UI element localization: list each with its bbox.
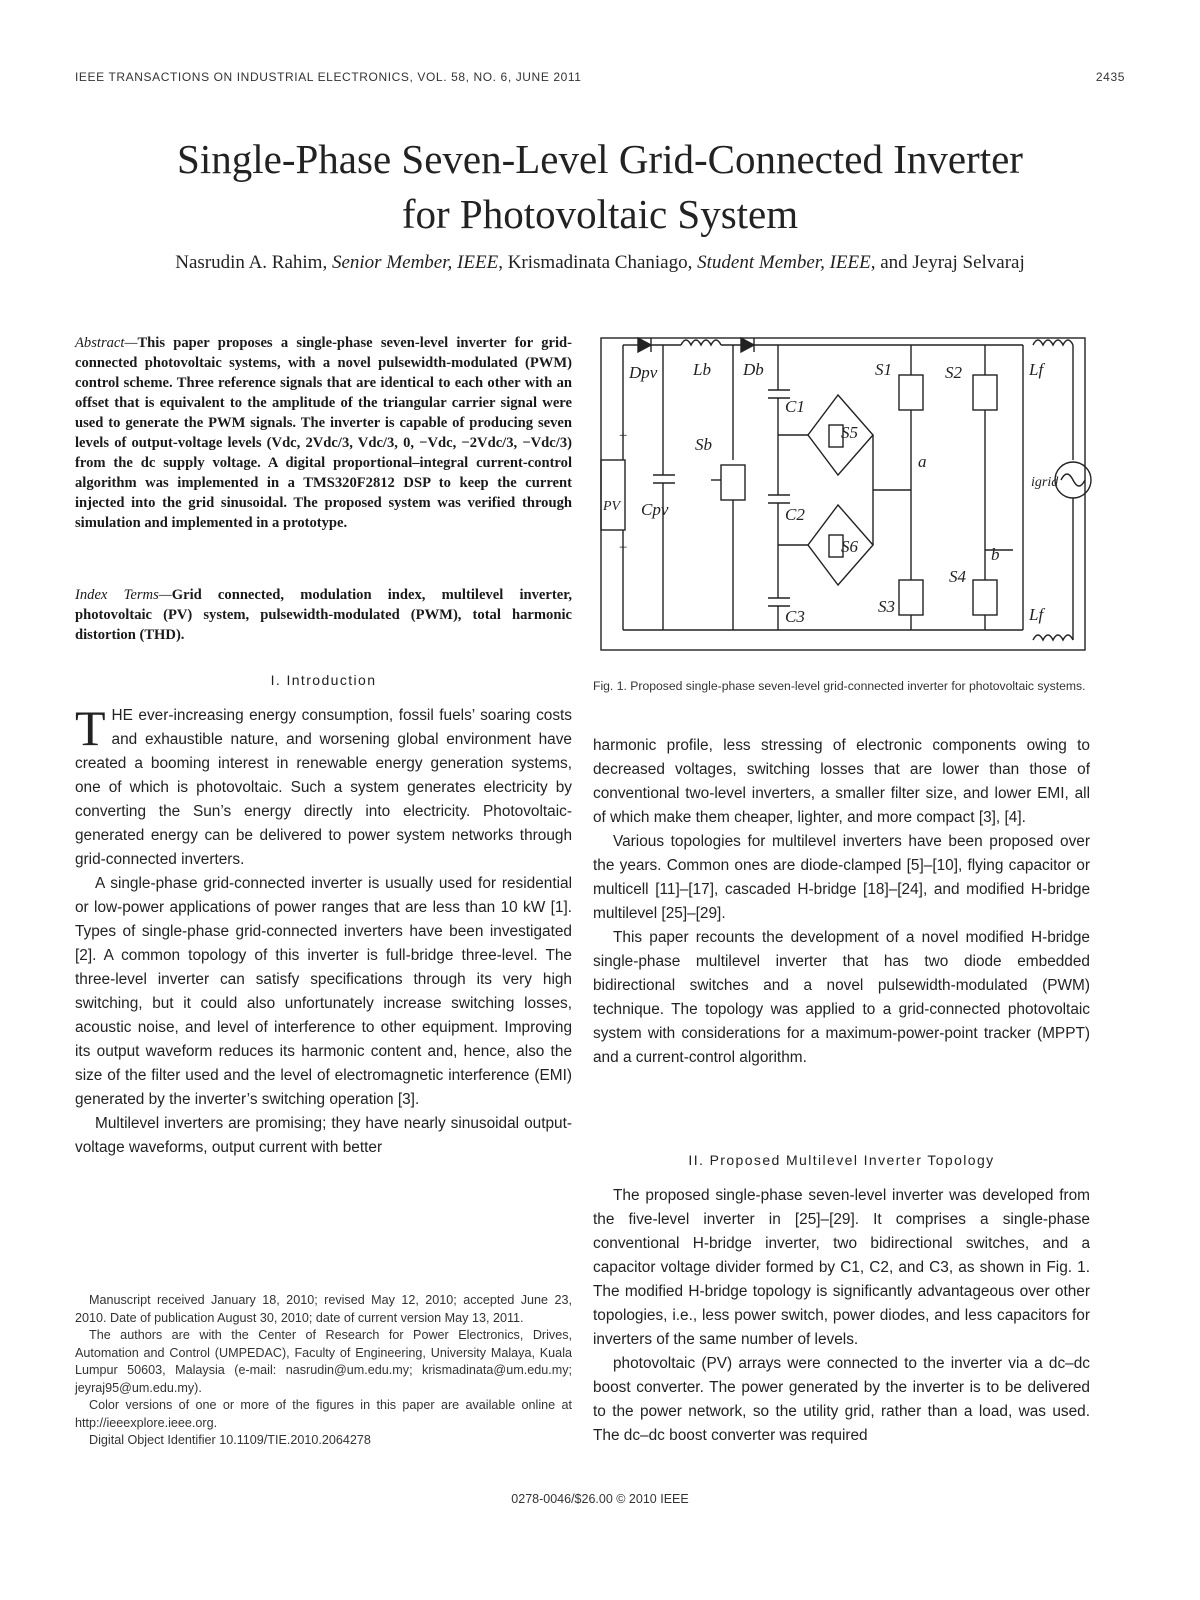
copyright-line: 0278-0046/$26.00 © 2010 IEEE [511,1492,689,1506]
section-2-paragraph-2: photovoltaic (PV) arrays were connected to the inverter via a dc–dc boost converter. The power generated by the inverter is to be delivered to the power network, so the utility grid, rather than a load, was used. The dc–dc boost converter was required [593,1355,1090,1444]
right-paragraph-1: harmonic profile, less stressing of electronic components owing to decreased voltages, switching losses that are lower than those of conventional two-level inverters, a smaller filter size, and lower EMI, all of which make them cheaper, lighter, and more compact [3], [4]. [593,737,1090,826]
index-terms-text: Grid connected, modulation index, multilevel inverter, photovoltaic (PV) system, pulsewidth-modulated (PWM), total harmonic distortion (THD). [75,587,572,643]
title-line-2: for Photovoltaic System [401,191,799,237]
label-plus: + [618,428,629,444]
label-cpv: Cpv [641,500,669,519]
index-terms [75,585,572,645]
footnotes [75,1292,572,1450]
abstract [75,333,572,533]
section-1-body [75,700,572,1160]
footnote-color: Color versions of one or more of the figures in this paper are available online at http://ieeexplore.ieee.org. [75,1398,572,1430]
right-paragraph-3: This paper recounts the development of a novel modified H-bridge single-phase multilevel inverter that has two diode embedded bidirectional switches and a novel pulsewidth-modulated (PWM) technique. The topology was applied to a grid-connected photovoltaic system with considerations for a maximum-power-point tracker (MPPT) and a current-control algorithm. [593,929,1090,1066]
right-column-body [593,734,1090,1070]
label-lf-top: Lf [1029,360,1044,379]
label-c1: C1 [785,397,805,416]
label-minus: − [618,540,629,556]
journal-name: IEEE TRANSACTIONS ON INDUSTRIAL ELECTRONICS, VOL. 58, NO. 6, JUNE 2011 [75,70,582,84]
author-list [40,252,1160,274]
label-s4: S4 [949,567,966,586]
label-node-a: a [918,452,927,471]
label-s1: S1 [875,360,892,379]
label-s5: S5 [841,423,858,442]
paper-title [40,132,1160,242]
label-c3: C3 [785,607,805,626]
label-s2: S2 [945,363,962,382]
author-1-role: Senior Member, IEEE [331,252,499,273]
label-node-b: b [991,545,1000,564]
footnote-manuscript: Manuscript received January 18, 2010; revised May 12, 2010; accepted June 23, 2010. Date of publication August 30, 2010; date of current version May 13, 2011. [75,1293,572,1325]
author-3: , and Jeyraj Selvaraj [870,252,1025,273]
label-igrid: igrid [1031,475,1059,490]
section-2-heading: II. Proposed Multilevel Inverter Topology [688,1152,995,1168]
title-line-1: Single-Phase Seven-Level Grid-Connected Inverter [177,136,1023,182]
inductor-lf-top [1033,340,1073,345]
label-lb: Lb [693,360,711,379]
author-1: Nasrudin A. Rahim, [175,252,332,273]
label-db: Db [743,360,764,379]
intro-paragraph-3: Multilevel inverters are promising; they have nearly sinusoidal output-voltage waveforms, output current with better [75,1115,572,1156]
drop-cap: T [75,700,106,756]
section-1-heading: I. Introduction [270,672,377,688]
index-terms-label: Index Terms— [75,587,172,603]
label-dpv: Dpv [629,363,658,382]
author-2: , Krismadinata Chaniago, [498,252,698,273]
diode-db-symbol [741,338,754,352]
label-s6: S6 [841,537,858,556]
figure-1-caption: Fig. 1. Proposed single-phase seven-level grid-connected inverter for photovoltaic systems. [593,679,1086,693]
intro-paragraph-2: A single-phase grid-connected inverter is usually used for residential or low-power applications of power ranges that are less than 10 kW [1]. Types of single-phase grid-connected inverters have been investigated [2]. A common topology of this inverter is full-bridge three-level. The three-level inverter can satisfy specifications through its very high switching, but it could also unfortunately increase switching losses, acoustic noise, and level of interference to other equipment. Improving its output waveform reduces its harmonic content and, hence, also the size of the filter used and the level of electromagnetic interference (EMI) generated by the inverter’s switching operation [3]. [75,875,572,1108]
figure-1-circuit [593,330,1093,665]
page-number: 2435 [1095,70,1125,84]
label-lf-bottom: Lf [1029,605,1044,624]
footnote-affiliation: The authors are with the Center of Research for Power Electronics, Drives, Automation and Control (UMPEDAC), Faculty of Engineering, University Malaya, Kuala Lumpur 50603, Malaysia (e-mail: nasrudin@um.edu.my; krismadinata@um.edu.my; jeyraj95@um.edu.my). [75,1328,572,1395]
label-c2: C2 [785,505,805,524]
inductor-lf-bottom [1033,635,1073,640]
section-2-paragraph-1: The proposed single-phase seven-level inverter was developed from the five-level inverter in [25]–[29]. It comprises a single-phase conventional H-bridge inverter, two bidirectional switches, and a capacitor voltage divider formed by C1, C2, and C3, as shown in Fig. 1. The modified H-bridge topology is significantly advantageous over other topologies, i.e., less power switch, power diodes, and less capacitors for inverters of the same number of levels. [593,1187,1090,1348]
label-pv: PV [603,499,621,514]
abstract-label: Abstract— [75,335,138,351]
abstract-text: This paper proposes a single-phase seven-level inverter for grid-connected photovoltaic systems, with a novel pulsewidth-modulated (PWM) control scheme. Three reference signals that are identical to each other with an offset that is equivalent to the amplitude of the triangular carrier signal were used to generate the PWM signals. The inverter is capable of producing seven levels of output-voltage levels (Vdc, 2Vdc/3, Vdc/3, 0, −Vdc, −2Vdc/3, −Vdc/3) from the dc supply voltage. A digital proportional–integral current-control algorithm was implemented in a TMS320F2812 DSP to keep the current injected into the grid sinusoidal. The proposed system was verified through simulation and implemented in a prototype. [75,335,572,531]
inductor-lb [681,340,721,345]
author-2-role: Student Member, IEEE [697,252,871,273]
label-sb: Sb [695,435,712,454]
intro-paragraph-1: THE ever-increasing energy consumption, fossil fuels’ soaring costs and exhaustible nature, and worsening global environment have created a booming interest in renewable energy generation systems, one of which is photovoltaic. Such a system generates electricity by converting the Sun’s energy directly into electricity. Photovoltaic-generated energy can be delivered to power system networks through grid-connected inverters. [75,700,572,868]
right-paragraph-2: Various topologies for multilevel inverters have been proposed over the years. Common ones are diode-clamped [5]–[10], flying capacitor or multicell [11]–[17], cascaded H-bridge [18]–[24], and modified H-bridge multilevel [25]–[29]. [593,833,1090,922]
diode-dpv-symbol [638,338,651,352]
running-header [75,70,1125,84]
footnote-doi: Digital Object Identifier 10.1109/TIE.2010.2064278 [89,1433,371,1447]
figure-frame [601,338,1085,650]
circuit-diagram [593,330,1093,660]
section-2-body [593,1184,1090,1448]
label-s3: S3 [878,597,895,616]
